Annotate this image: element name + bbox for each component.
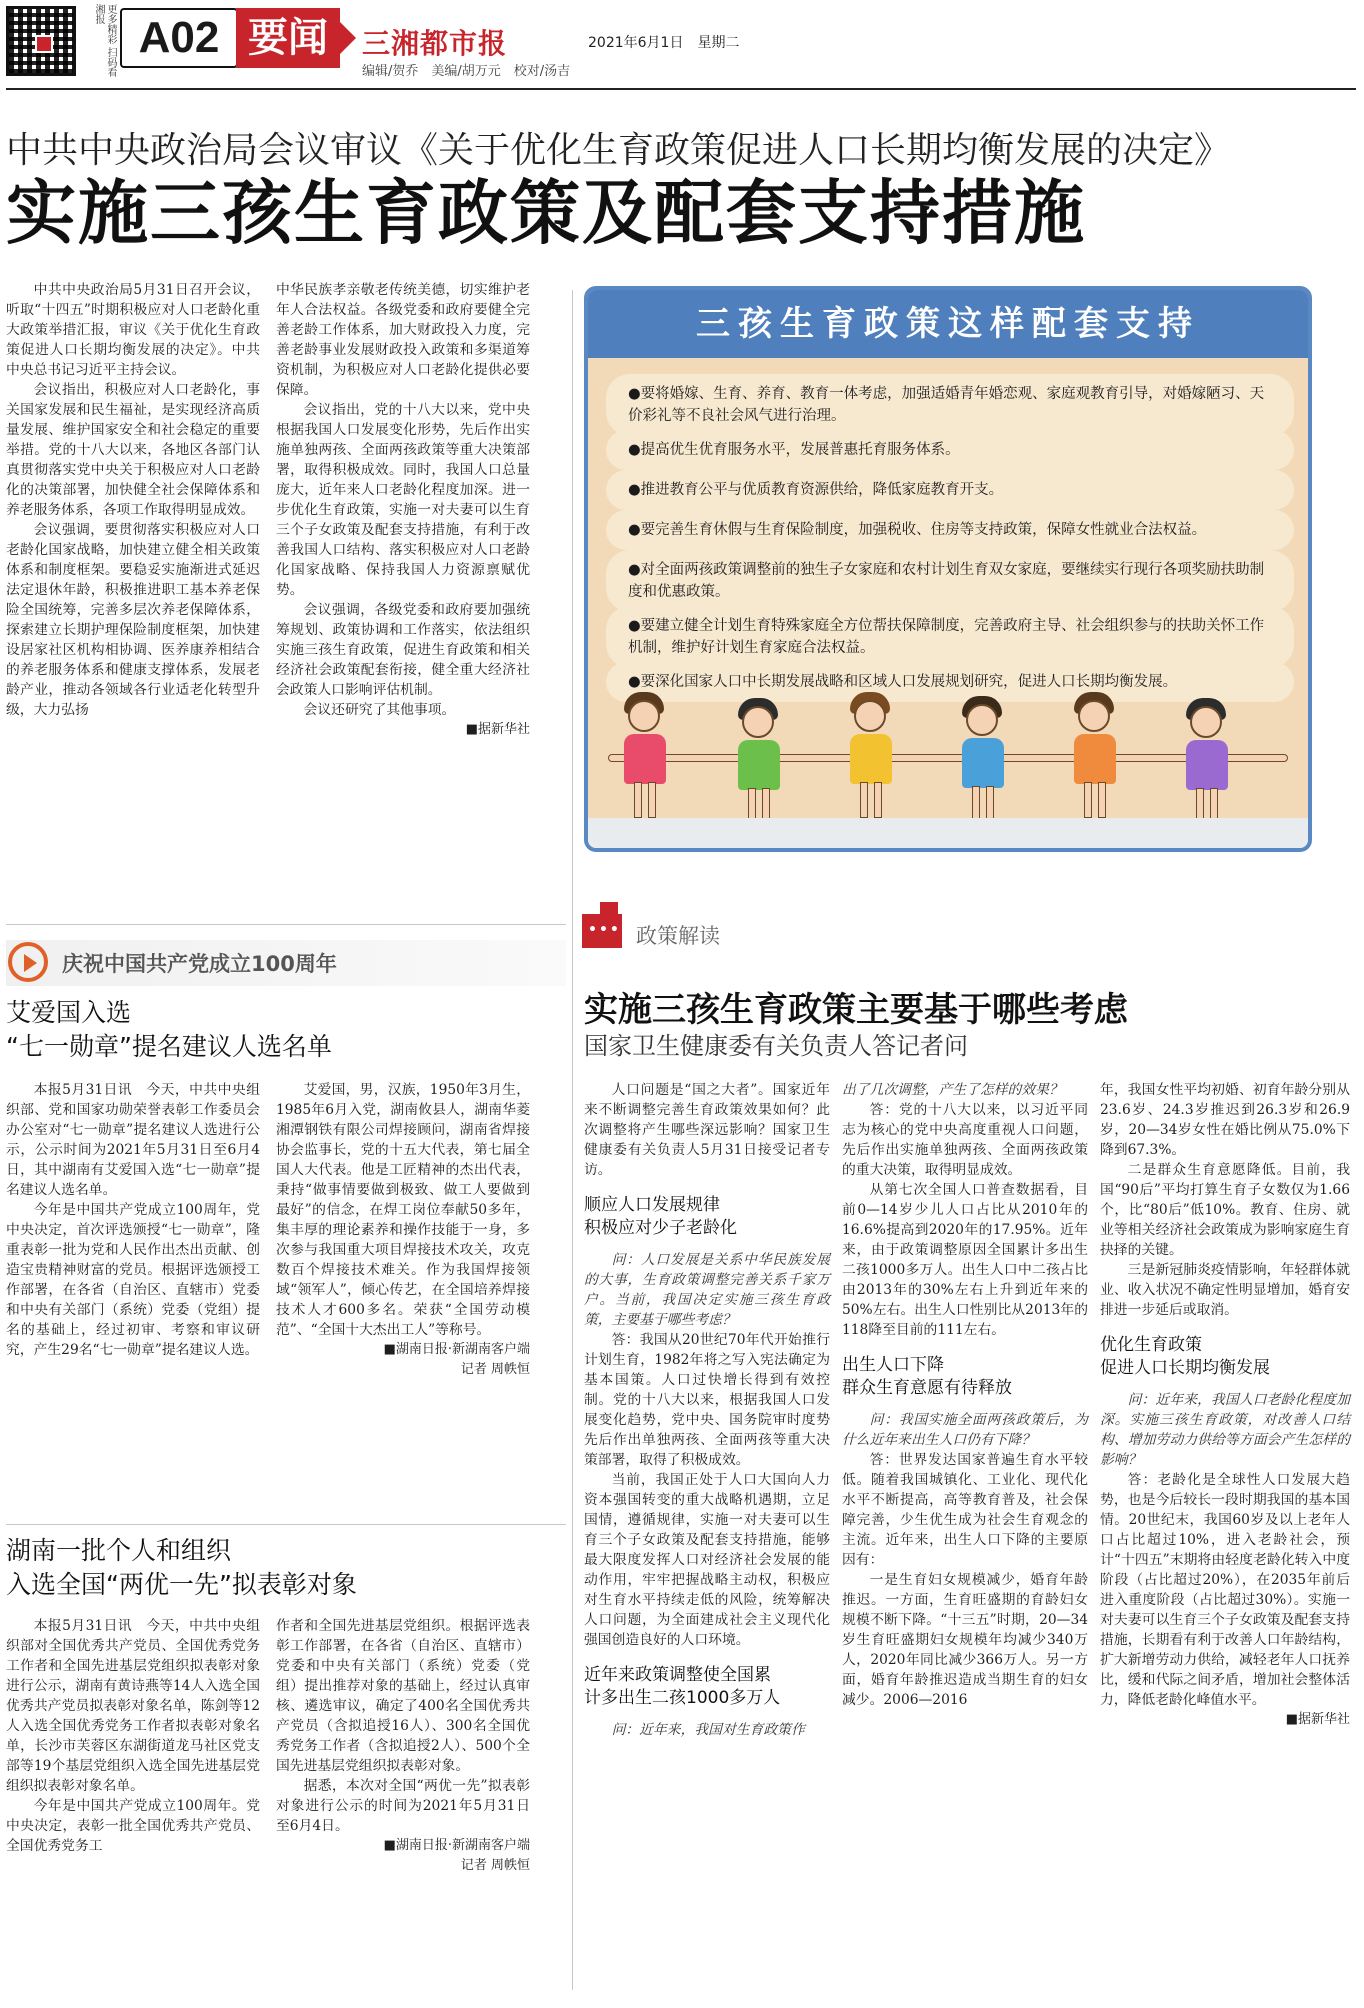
column-divider [572, 290, 573, 1990]
infographic-item: ●推进教育公平与优质教育资源供给，降低家庭教育开支。 [606, 470, 1294, 510]
paragraph: 中华民族孝亲敬老传统美德，切实维护老年人合法权益。各级党委和政府要健全完善老龄工作体系，加大财政投入力度，完善老龄事业发展财政投入政策和多渠道筹资机制，为积极应对人口老龄化提供必要保障。 [276, 282, 530, 398]
paragraph: 本报5月31日讯 今天，中共中央组织部、党和国家功勋荣誉表彰工作委员会办公室对“七一勋章”提名建议人选进行公示，公示时间为2021年5月31日至6月4日，其中湖南有艾爱国入选“七一勋章”提名建议人选名单。 [6, 1082, 260, 1198]
celebrate-label: 庆祝中国共产党成立100周年 [62, 952, 337, 976]
section-tag: 要闻 [236, 8, 340, 68]
paper-editors: 编辑/贺乔 美编/胡万元 校对/汤吉 [362, 64, 571, 79]
medal-title-line1: 艾爱国入选 [6, 998, 132, 1027]
liangyou-col1 [6, 1616, 260, 1856]
qr-caption: 更多精彩 扫码看湘报 [93, 4, 116, 78]
masthead-rule [6, 88, 1356, 90]
infographic-item: ●要完善生育休假与生育保险制度，加强税收、住房等支持政策，保障女性就业合法权益。 [606, 510, 1294, 550]
paragraph: 从第七次全国人口普查数据看，目前0—14岁少儿人口占比从2010年的16.6%提高到2020年的17.95%。近年来，由于政策调整原因全国累计多出生二孩1000多万人。出生人口中二孩占比由2013年的30%左右上升到近年来的50%左右。出生人口性别比从2013年的118降至目前的111左右。 [842, 1182, 1088, 1338]
play-icon [8, 942, 48, 982]
page-number: A02 [120, 8, 238, 68]
policy-col3 [1100, 1080, 1350, 1730]
question: 问：我国实施全面两孩政策后，为什么近年来出生人口仍有下降？ [842, 1412, 1088, 1448]
paper-date: 2021年6月1日 星期二 [588, 35, 740, 51]
paragraph: 会议指出，党的十八大以来，党中央根据我国人口发展变化形势，先后作出实施单独两孩、全面两孩政策等重大决策部署，取得积极成效。同时，我国人口总量庞大，近年来人口老龄化程度加深。进一步优化生育政策，实施一对夫妻可以生育三个子女政策及配套支持措施，有利于改善我国人口结构、落实积极应对人口老龄化国家战略、保持我国人力资源禀赋优势。 [276, 402, 530, 598]
paragraph: 人口问题是“国之大者”。国家近年来不断调整完善生育政策效果如何？此次调整将产生哪些深远影响？国家卫生健康委有关负责人5月31日接受记者专访。 [584, 1082, 830, 1178]
paragraph: 答：世界发达国家普遍生育水平较低。随着我国城镇化、工业化、现代化水平不断提高，高等教育普及，社会保障完善，少生优生成为社会生育观念的主流。近年来，出生人口下降的主要原因有： [842, 1452, 1088, 1568]
lead-headline: 实施三孩生育政策及配套支持措施 [6, 172, 1086, 254]
paragraph: 据悉，本次对全国“两优一先”拟表彰对象进行公示的时间为2021年5月31日至6月4日。 [276, 1778, 530, 1834]
paragraph: 一是生育妇女规模减少，婚育年龄推迟。一方面，生育旺盛期的育龄妇女规模不断下降。“十三五”时期，20—34岁生育旺盛期妇女规模年均减少340万人，2020年同比减少366万人。另一方面，婚育年龄推迟造成当期生育的妇女减少。2006—2016 [842, 1572, 1088, 1708]
question: 问：人口发展是关系中华民族发展的大事，生育政策调整完善关系千家万户。当前，我国决定实施三孩生育政策，主要基于哪些考虑？ [584, 1252, 830, 1328]
paragraph: 当前，我国正处于人口大国向人力资本强国转变的重大战略机遇期，立足国情，遵循规律，实施一对夫妻可以生育三个子女政策及配套支持措施，能够最大限度发挥人口对经济社会发展的能动作用，牢牢把握战略主动权，积极应对生育水平持续走低的风险，统筹解决人口问题，为全面建成社会主义现代化强国创造良好的人口环境。 [584, 1472, 830, 1648]
infographic-item: ●提高优生优育服务水平，发展普惠托育服务体系。 [606, 430, 1294, 470]
infographic-footer-strip [588, 818, 1308, 852]
paragraph: 作者和全国先进基层党组织。根据评选表彰工作部署，在各省（自治区、直辖市）党委和中央有关部门（系统）党委（党组）提出推荐对象的基础上，经过认真审核、遴选审议，确定了400名全国优秀共产党员（含拟追授16人）、300名全国优秀党务工作者（含拟追授2人）、500个全国先进基层党组织拟表彰对象。 [276, 1618, 530, 1774]
paragraph: 艾爱国，男，汉族，1950年3月生，1985年6月入党，湖南攸县人，湖南华菱湘潭钢铁有限公司焊接顾问，湖南省焊接协会监事长，党的十五大代表，第七届全国人大代表。他是工匠精神的杰出代表，秉持“做事情要做到极致、做工人要做到最好”的信念，在焊工岗位奉献50多年，集丰厚的理论素养和操作技能于一身，多次参与我国重大项目焊接技术攻关，攻克数百个焊接技术难关。作为我国焊接领域“领军人”，倾心传艺，在全国培养焊接技术人才600多名。荣获“全国劳动模范”、“全国十大杰出工人”等称号。 [276, 1082, 530, 1338]
qr-code[interactable] [6, 6, 76, 76]
question: 出了几次调整，产生了怎样的效果？ [842, 1082, 1063, 1098]
paragraph: 年，我国女性平均初婚、初育年龄分别从23.6岁、24.3岁推迟到26.3岁和26.9岁，20—34岁女性在婚比例从75.0%下降到67.3%。 [1100, 1082, 1350, 1158]
divider [6, 1524, 566, 1525]
question: 问：近年来，我国对生育政策作 [611, 1722, 805, 1738]
policy-label: 政策解读 [636, 924, 720, 948]
infographic-item: ●要建立健全计划生育特殊家庭全方位帮扶保障制度，完善政府主导、社会组织参与的扶助关怀工作机制，维护好计划生育家庭合法权益。 [606, 606, 1294, 668]
infographic-item: ●对全面两孩政策调整前的独生子女家庭和农村计划生育双女家庭，要继续实行现行各项奖励扶助制度和优惠政策。 [606, 550, 1294, 612]
liangyou-signature: ■湖南日报·新湖南客户端 [383, 1838, 530, 1853]
paragraph: 三是新冠肺炎疫情影响，年轻群体就业、收入状况不确定性明显增加，婚育安排进一步延后或取消。 [1100, 1262, 1350, 1318]
medal-title-line2: “七一勋章”提名建议人选名单 [6, 1032, 332, 1061]
infographic [584, 286, 1312, 852]
paragraph: 会议强调，各级党委和政府要加强统筹规划、政策协调和工作落实，依法组织实施三孩生育政策，促进生育政策和相关经济社会政策配套衔接，健全重大经济社会政策人口影响评估机制。 [276, 602, 530, 698]
lead-kicker: 中共中央政治局会议审议《关于优化生育政策促进人口长期均衡发展的决定》 [6, 130, 1231, 171]
infographic-title: 三孩生育政策这样配套支持 [588, 290, 1308, 358]
policy-signature: ■据新华社 [1285, 1712, 1350, 1727]
policy-col2 [842, 1080, 1088, 1710]
paragraph: 答：我国从20世纪70年代开始推行计划生育，1982年将之写入宪法确定为基本国策。人口过快增长得到有效控制。党的十八大以来，根据我国人口发展变化趋势，党中央、国务院审时度势先后作出单独两孩、全面两孩等重大决策部署，取得了积极成效。 [584, 1332, 830, 1468]
paragraph: 今年是中国共产党成立100周年。党中央决定，表彰一批全国优秀共产党员、全国优秀党务工 [6, 1798, 260, 1854]
medal-reporter: 记者 周帙恒 [460, 1362, 530, 1377]
medal-signature: ■湖南日报·新湖南客户端 [383, 1342, 530, 1357]
paragraph: 中共中央政治局5月31日召开会议，听取“十四五”时期积极应对人口老龄化重大政策举措汇报，审议《关于优化生育政策促进人口长期均衡发展的决定》。中共中央总书记习近平主持会议。 [6, 282, 260, 378]
paragraph: 答：老龄化是全球性人口发展大趋势，也是今后较长一段时期我国的基本国情。20世纪末，我国60岁及以上老年人口占比超过10%，进入老龄社会，预计“十四五”末期将由轻度老龄化转入中度阶段（占比超过20%），在2035年前后进入重度阶段（占比超过30%）。实施一对夫妻可以生育三个子女政策及配套支持措施，长期看有利于改善人口年龄结构，扩大新增劳动力供给，减轻老年人口抚养比，缓和代际之间矛盾，增加社会整体活力，降低老龄化峰值水平。 [1100, 1472, 1350, 1708]
paragraph: 本报5月31日讯 今天，中共中央组织部对全国优秀共产党员、全国优秀党务工作者和全国先进基层党组织拟表彰对象进行公示，湖南有黄诗燕等14人入选全国优秀共产党员拟表彰对象名单，陈剑等12人入选全国优秀党务工作者拟表彰对象名单，长沙市芙蓉区东湖街道龙马社区党支部等19个基层党组织入选全国先进基层党组织拟表彰对象名单。 [6, 1618, 260, 1794]
paragraph: 二是群众生育意愿降低。目前，我国“90后”平均打算生育子女数仅为1.66个，比“80后”低10%。教育、住房、就业等相关经济社会政策成为影响家庭生育抉择的关键。 [1100, 1162, 1350, 1258]
liangyou-title-line2: 入选全国“两优一先”拟表彰对象 [6, 1570, 357, 1599]
lead-signature: ■据新华社 [465, 722, 530, 737]
paragraph: 会议指出，积极应对人口老龄化，事关国家发展和民生福祉，是实现经济高质量发展、维护国家安全和社会稳定的重要举措。党的十八大以来，各地区各部门认真贯彻落实党中央关于积极应对人口老龄化的决策部署，加快健全社会保障体系和养老服务体系，各项工作取得明显成效。 [6, 382, 260, 518]
paragraph: 会议强调，要贯彻落实积极应对人口老龄化国家战略，加快建立健全相关政策体系和制度框架。要稳妥实施渐进式延迟法定退休年龄，积极推进职工基本养老保险全国统筹，完善多层次养老保障体系，探索建立长期护理保险制度框架，加快建设居家社区机构相协调、医养康养相结合的养老服务体系和健康支撑体系，发展老龄产业，推动各领域各行业适老化转型升级，大力弘扬 [6, 522, 260, 718]
infographic-item: ●要将婚嫁、生育、养育、教育一体考虑，加强适婚青年婚恋观、家庭观教育引导，对婚嫁陋习、天价彩礼等不良社会风气进行治理。 [606, 374, 1294, 436]
policy-subhead: 顺应人口发展规律 积极应对少子老龄化 [584, 1195, 737, 1238]
children-illustration [588, 690, 1308, 820]
medal-col2 [276, 1080, 530, 1380]
policy-subhead: 近年来政策调整使全国累 计多出生二孩1000多万人 [584, 1665, 781, 1708]
policy-subhead: 出生人口下降 群众生育意愿有待释放 [842, 1355, 1012, 1398]
paragraph: 会议还研究了其他事项。 [303, 702, 456, 718]
section-arrow-icon [340, 22, 356, 54]
paragraph: 今年是中国共产党成立100周年，党中央决定，首次评选颁授“七一勋章”，隆重表彰一批为党和人民作出杰出贡献、创造宝贵精神财富的党员。根据评选颁授工作部署，在各省（自治区、直辖市）党委和中央有关部门（系统）党委（党组）提名的基础上，经过初审、考察和审议研究，产生29名“七一勋章”提名建议人选。 [6, 1202, 260, 1358]
paragraph: 答：党的十八大以来，以习近平同志为核心的党中央高度重视人口问题，先后作出实施单独两孩、全面两孩政策的重大决策，取得明显成效。 [842, 1102, 1088, 1178]
liangyou-title-line1: 湖南一批个人和组织 [6, 1536, 232, 1565]
policy-title: 实施三孩生育政策主要基于哪些考虑 [584, 990, 1128, 1030]
infographic-item: ●要深化国家人口中长期发展战略和区域人口发展规划研究，促进人口长期均衡发展。 [606, 662, 1294, 702]
lead-col2 [276, 280, 530, 740]
divider [6, 924, 566, 925]
paper-name: 三湘都市报 [362, 27, 508, 60]
policy-icon [582, 914, 622, 948]
question: 问：近年来，我国人口老龄化程度加深。实施三孩生育政策，对改善人口结构、增加劳动力供给等方面会产生怎样的影响？ [1100, 1392, 1350, 1468]
policy-subtitle: 国家卫生健康委有关负责人答记者问 [584, 1032, 968, 1060]
policy-col1 [584, 1080, 830, 1740]
policy-subhead: 优化生育政策 促进人口长期均衡发展 [1100, 1335, 1270, 1378]
liangyou-reporter: 记者 周帙恒 [460, 1858, 530, 1873]
liangyou-col2 [276, 1616, 530, 1876]
lead-col1 [6, 280, 260, 720]
medal-col1 [6, 1080, 260, 1360]
